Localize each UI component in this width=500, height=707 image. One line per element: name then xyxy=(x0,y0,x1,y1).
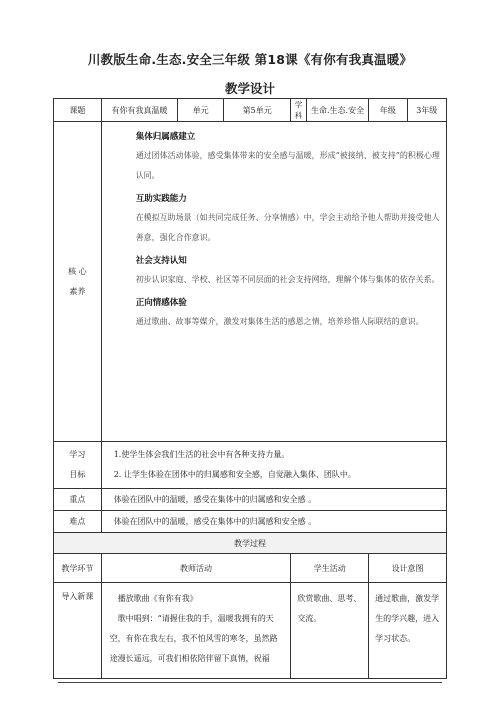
subject-label: 学科 xyxy=(291,99,307,122)
section-heading: 社会支持认知 xyxy=(135,256,187,266)
objectives-label xyxy=(54,442,102,489)
topic-value: 有你有我真温暖 xyxy=(101,99,178,122)
topic-label: 课题 xyxy=(54,99,102,122)
lesson-plan-table xyxy=(53,98,447,679)
section-body: 通过歌曲、故事等媒介，激发对集体生活的感恩之情，培养珍惜人际联结的意识。 xyxy=(135,317,424,326)
teacher-activity-cell xyxy=(101,583,291,679)
stage-cell: 导入新课 xyxy=(54,583,102,679)
objectives-row xyxy=(54,442,447,489)
grade-value: 3年级 xyxy=(407,99,447,122)
process-row xyxy=(54,583,447,679)
process-column-headers xyxy=(54,554,447,583)
objectives-label-line1: 学习 xyxy=(69,450,86,459)
col-teacher: 教师活动 xyxy=(101,554,291,583)
section-heading: 集体归属感建立 xyxy=(135,132,196,142)
section-heading: 正向情感体验 xyxy=(135,298,187,308)
objectives-label-line2: 目标 xyxy=(69,470,86,479)
unit-label: 单元 xyxy=(178,99,224,122)
design-intent-cell: 通过歌曲，激发学生的学兴趣，进入学习状态。 xyxy=(369,583,447,679)
col-student: 学生活动 xyxy=(291,554,369,583)
section-heading: 互助实践能力 xyxy=(135,194,187,204)
core-section xyxy=(136,130,440,186)
core-literacy-content xyxy=(101,122,446,442)
info-row xyxy=(54,99,447,122)
core-section xyxy=(136,254,440,290)
section-body: 通过团体活动体验，感受集体带来的安全感与温暖，形成“被接纳、被支持”的积极心理认同。 xyxy=(135,151,440,180)
core-section xyxy=(136,192,440,248)
core-section xyxy=(136,296,440,332)
objectives-content xyxy=(101,442,446,489)
grade-label: 年级 xyxy=(369,99,407,122)
core-literacy-label xyxy=(54,122,102,442)
core-label-line1: 核 心 xyxy=(68,266,87,276)
section-body: 初步认识家庭、学校、社区等不同层面的社会支持网络，理解个体与集体的依存关系。 xyxy=(135,275,440,284)
document-title: 川教版生命.生态.安全三年级 第18课《有你有我真温暖》 xyxy=(87,52,413,67)
process-header: 教学过程 xyxy=(54,533,447,554)
key-point-row xyxy=(54,489,447,511)
section-body: 在模拟互助场景（如共同完成任务、分享情感）中，学会主动给予他人帮助并接受他人善意，强化合作意识。 xyxy=(135,213,440,242)
key-point-value: 体验在团队中的温暖，感受在集体中的归属感和安全感 。 xyxy=(101,489,446,511)
page-footer-rule xyxy=(58,682,442,683)
core-literacy-row xyxy=(54,122,447,442)
difficulty-value: 体验在团队中的温暖，感受在集体中的归属感和安全感 。 xyxy=(101,511,446,533)
objective-item: 1.使学生体会我们生活的社会中有各种支持力量。 xyxy=(113,450,290,459)
key-point-label: 重点 xyxy=(54,489,102,511)
difficulty-label: 难点 xyxy=(54,511,102,533)
unit-value: 第5单元 xyxy=(224,99,291,122)
teacher-activity-line1: 播放歌曲《有你有我》 xyxy=(117,594,198,603)
teacher-activity-line2: 歌中唱到：“请握住我的手，温暖我拥有的天空，有你在我左右，我不怕风雪的寒冬，虽然路途漫长遥远，可我们相依陪伴留下真情，祝福 xyxy=(109,614,278,663)
col-intent: 设计意图 xyxy=(369,554,447,583)
student-activity-cell: 欣赏歌曲、思考、交流。 xyxy=(291,583,369,679)
process-header-row xyxy=(54,533,447,554)
difficulty-row xyxy=(54,511,447,533)
col-stage: 教学环节 xyxy=(54,554,102,583)
core-label-line2: 素养 xyxy=(69,286,86,296)
subject-value: 生命.生态.安全 xyxy=(306,99,368,122)
objective-item: 2. 让学生体验在团体中的归属感和安全感，自觉融入集体、团队中。 xyxy=(113,470,356,479)
document-subtitle: 教学设计 xyxy=(224,81,275,96)
